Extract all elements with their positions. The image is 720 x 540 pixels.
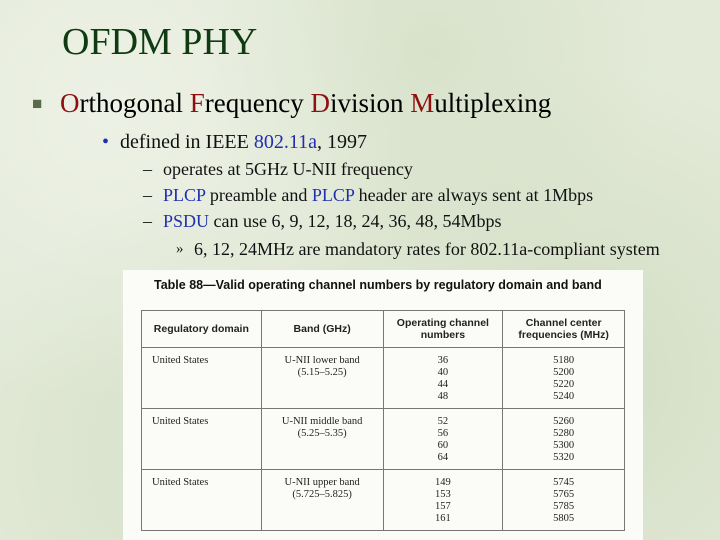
- heading-initial-letter: F: [189, 88, 205, 118]
- channel-numbers-cell-line: 153: [435, 489, 451, 500]
- level3-text-part: can use 6, 9, 12, 18, 24, 36, 48, 54Mbps: [209, 211, 502, 231]
- dash-bullet-icon: –: [143, 211, 152, 231]
- level2-prefix: defined in IEEE: [120, 131, 254, 153]
- table-header-cell: [261, 311, 383, 348]
- channel-table: [141, 310, 625, 531]
- center-frequency-cell-line: 5180: [553, 355, 575, 366]
- table-row: [142, 348, 625, 409]
- regulatory-domain-cell: United States: [142, 348, 262, 409]
- slide-title: OFDM PHY: [62, 21, 258, 63]
- table-row: [142, 470, 625, 531]
- level3-text: [163, 211, 502, 232]
- heading-word-part: rthogonal: [79, 88, 190, 118]
- level2-highlight: 802.11a: [253, 131, 317, 153]
- center-frequency-cell-line: 5280: [553, 428, 575, 439]
- center-frequency-cell-line: 5300: [553, 440, 575, 451]
- heading-initial-letter: D: [310, 88, 330, 118]
- band-cell-line: U-NII middle band: [281, 416, 363, 427]
- regulatory-domain-cell: United States: [142, 409, 262, 470]
- center-frequency-cell-line: 5320: [553, 452, 575, 463]
- regulatory-domain-cell: United States: [142, 470, 262, 531]
- table-header-cell: [383, 311, 503, 348]
- heading-initial-letter: M: [410, 88, 435, 118]
- channel-numbers-cell-line: 40: [437, 367, 449, 378]
- header-line: Band (GHz): [293, 323, 351, 335]
- dash-bullet-icon: –: [143, 159, 152, 179]
- acronym-highlight: PLCP: [311, 185, 355, 205]
- band-cell-line: (5.15–5.25): [297, 367, 347, 378]
- table-caption: Table 88—Valid operating channel numbers by regulatory domain and band: [154, 278, 602, 292]
- header-line: numbers: [420, 329, 466, 341]
- channel-numbers-cell-line: 52: [437, 416, 449, 427]
- channel-numbers-cell-line: 157: [435, 501, 451, 512]
- center-frequency-cell-line: 5220: [553, 379, 575, 390]
- level3-text-part: header are always sent at 1Mbps: [354, 185, 594, 205]
- heading-word-part: ivision: [329, 88, 411, 118]
- band-cell: [261, 409, 383, 470]
- table-header-row: [142, 311, 625, 348]
- channel-numbers-cell: [383, 470, 503, 531]
- square-bullet-icon: ■: [32, 94, 43, 113]
- channel-table-figure: [123, 270, 643, 540]
- channel-numbers-cell-line: 64: [437, 452, 449, 463]
- band-cell-line: (5.725–5.825): [292, 489, 352, 500]
- heading-word-part: requency: [204, 88, 311, 118]
- table-header-cell: [503, 311, 625, 348]
- acronym-highlight: PLCP: [163, 185, 206, 205]
- level2-text: [120, 131, 367, 154]
- table-row: [142, 409, 625, 470]
- band-cell: [261, 348, 383, 409]
- channel-numbers-cell-line: 60: [437, 440, 449, 451]
- band-cell-line: U-NII lower band: [284, 355, 360, 366]
- acronym-highlight: PSDU: [163, 211, 210, 231]
- band-cell: [261, 470, 383, 531]
- center-frequency-cell: [503, 470, 625, 531]
- channel-numbers-cell-line: 48: [437, 391, 449, 402]
- channel-numbers-cell: [383, 348, 503, 409]
- level3-text-part: operates at 5GHz U-NII frequency: [163, 159, 413, 179]
- header-line: Regulatory domain: [153, 323, 249, 335]
- heading-initial-letter: O: [60, 88, 80, 118]
- center-frequency-cell-line: 5805: [553, 513, 575, 524]
- heading-word-part: ultiplexing: [434, 88, 552, 118]
- header-line: frequencies (MHz): [518, 329, 609, 341]
- center-frequency-cell: [503, 409, 625, 470]
- channel-numbers-cell-line: 36: [437, 355, 449, 366]
- guillemet-bullet-icon: »: [176, 241, 184, 257]
- channel-numbers-cell-line: 44: [437, 379, 449, 390]
- channel-numbers-cell: [383, 409, 503, 470]
- level3-text: [163, 185, 593, 206]
- level2-suffix: , 1997: [316, 131, 367, 153]
- dash-bullet-icon: –: [143, 185, 152, 205]
- channel-numbers-cell-line: 149: [435, 477, 451, 488]
- center-frequency-cell-line: 5765: [553, 489, 575, 500]
- center-frequency-cell-line: 5200: [553, 367, 575, 378]
- band-cell-line: (5.25–5.35): [297, 428, 347, 439]
- table-header-cell: [142, 311, 262, 348]
- center-frequency-cell-line: 5745: [553, 477, 575, 488]
- center-frequency-cell: [503, 348, 625, 409]
- center-frequency-cell-line: 5260: [553, 416, 575, 427]
- level3-text-part: preamble and: [205, 185, 312, 205]
- header-line: Operating channel: [396, 317, 489, 329]
- level3-text: [163, 159, 413, 180]
- heading-text: [60, 88, 551, 119]
- channel-numbers-cell-line: 161: [435, 513, 451, 524]
- level4-text: 6, 12, 24MHz are mandatory rates for 802.11a-compliant system: [194, 239, 660, 259]
- center-frequency-cell-line: 5240: [553, 391, 575, 402]
- center-frequency-cell-line: 5785: [553, 501, 575, 512]
- band-cell-line: U-NII upper band: [284, 477, 360, 488]
- round-bullet-icon: •: [102, 131, 110, 153]
- channel-numbers-cell-line: 56: [437, 428, 449, 439]
- header-line: Channel center: [525, 317, 602, 329]
